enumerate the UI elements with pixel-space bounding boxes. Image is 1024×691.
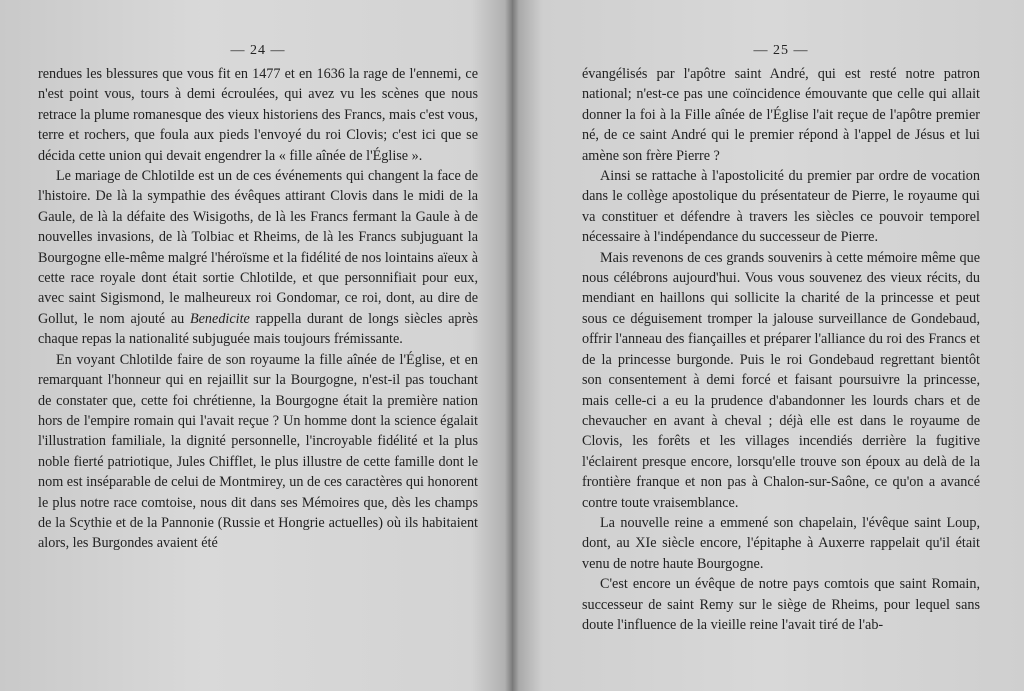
right-page-text bbox=[582, 64, 980, 635]
paragraph: rendues les blessures que vous fit en 1477 et en 1636 la rage de l'ennemi, ce n'est point vous, tours à demi écroulées, qui avez vu les scènes que nous retrace la plume romanesque des vieux historiens des Francs, mais c'est vous, terre et rochers, que foula aux pieds l'envoyé du roi Clovis; c'est ici que se décida cette union qui devait engendrer la « fille aînée de l'Église ». bbox=[38, 66, 478, 164]
page-number-left: — 24 — bbox=[230, 43, 286, 58]
italic-word: Benedicite bbox=[189, 310, 250, 327]
paragraph: Mais revenons de ces grands souvenirs à cette mémoire même que nous célébrons aujourd'hui. Vous vous souvenez des vieux récits, du mendiant en haillons qui sollicite la charité de la princesse et peut sous ce déguisement tromper la jalouse surveillance de Gondebaud, offrir l'anneau des fiançailles et préparer l'alliance du roi des Francs et de la princesse burgonde. Puis le roi Gondebaud regrettant bientôt son consentement à demi forcé et faisant poursuivre la princesse, mais celle-ci a eu la prudence d'abandonner les lourds chars et de chevaucher en avant à cheval ; déjà elle est dans le royaume de Clovis, les forêts et les villages incendiés derrière la fugitive l'éclairent presque encore, lorsqu'elle trouve son époux au delà de la frontière franque et non pas à Chalon-sur-Saône, ce qu'on a avancé contre toute vraisemblance. bbox=[582, 249, 980, 511]
page-number-right: — 25 — bbox=[753, 43, 809, 58]
paragraph-text: Le mariage de Chlotilde est un de ces événements qui changent la face de l'histoire. De là la sympathie des évêques attirant Clovis dans le midi de la Gaule, de là la défaite des Wisigoths, de là les Francs fermant la Gaule à de nouvelles invasions, de là Tolbiac et Rheims, de là les Francs subjuguant la Bourgogne elle-même malgré l'héroïsme et la fidélité de nos lointains aïeux à cette race royale dont était sortie Chlotilde, et que personnifiait pour eux, avec saint Sigismond, le malheureux roi Gondomar, ce roi, dont, au dire de Gollut, le nom ajouté au bbox=[38, 168, 478, 327]
right-page bbox=[512, 0, 1024, 691]
paragraph bbox=[38, 166, 478, 350]
paragraph: Ainsi se rattache à l'apostolicité du premier par ordre de vocation dans le collège apostolique du présentateur de Pierre, le royaume qui va constituer et défendre à travers les siècles ce pouvoir temporel nécessaire à l'indépendance du successeur de Pierre. bbox=[582, 168, 980, 246]
paragraph-text: rappella durant de longs siècles après chaque repas la nationalité subjuguée mais toujours frémissante. bbox=[38, 310, 479, 348]
paragraph: La nouvelle reine a emmené son chapelain, l'évêque saint Loup, dont, au XIe siècle encore, l'épitaphe à Auxerre rappelait qu'il était venu de notre haute Bourgogne. bbox=[582, 514, 980, 572]
paragraph: En voyant Chlotilde faire de son royaume la fille aînée de l'Église, et en remarquant l'honneur qui en rejaillit sur la Bourgogne, n'est-il pas touchant de constater que, cette foi chrétienne, la Bourgogne était la première nation hors de l'empire romain qui l'avait reçue ? Un homme dont la science égalait l'illustration familiale, la dignité personnelle, l'incroyable fidélité et la plus noble fierté patriotique, Jules Chifflet, le plus illustre de cette famille dont le nom est inséparable de celui de Montmirey, un de ces caractères qui honorent le plus notre race comtoise, nous dit dans ses Mémoires que, dès les champs de la Scythie et de la Pannonie (Russie et Hongrie actuelles) où ils habitaient alors, les Burgondes avaient été bbox=[38, 351, 478, 552]
paragraph: évangélisés par l'apôtre saint André, qui est resté notre patron national; n'est-ce pas une coïncidence émouvante que celle qui allait donner la foi à la Fille aînée de l'Église l'ait reçue de l'apôtre premier né, de ce saint André qui le premier répond à l'appel de Jésus et lui amène son frère Pierre ? bbox=[582, 66, 980, 164]
paragraph: C'est encore un évêque de notre pays comtois que saint Romain, successeur de saint Remy sur le siège de Rheims, pour lequel sans doute l'influence de la vieille reine l'avait tiré de l'ab- bbox=[582, 576, 980, 633]
left-page-text bbox=[38, 64, 478, 554]
